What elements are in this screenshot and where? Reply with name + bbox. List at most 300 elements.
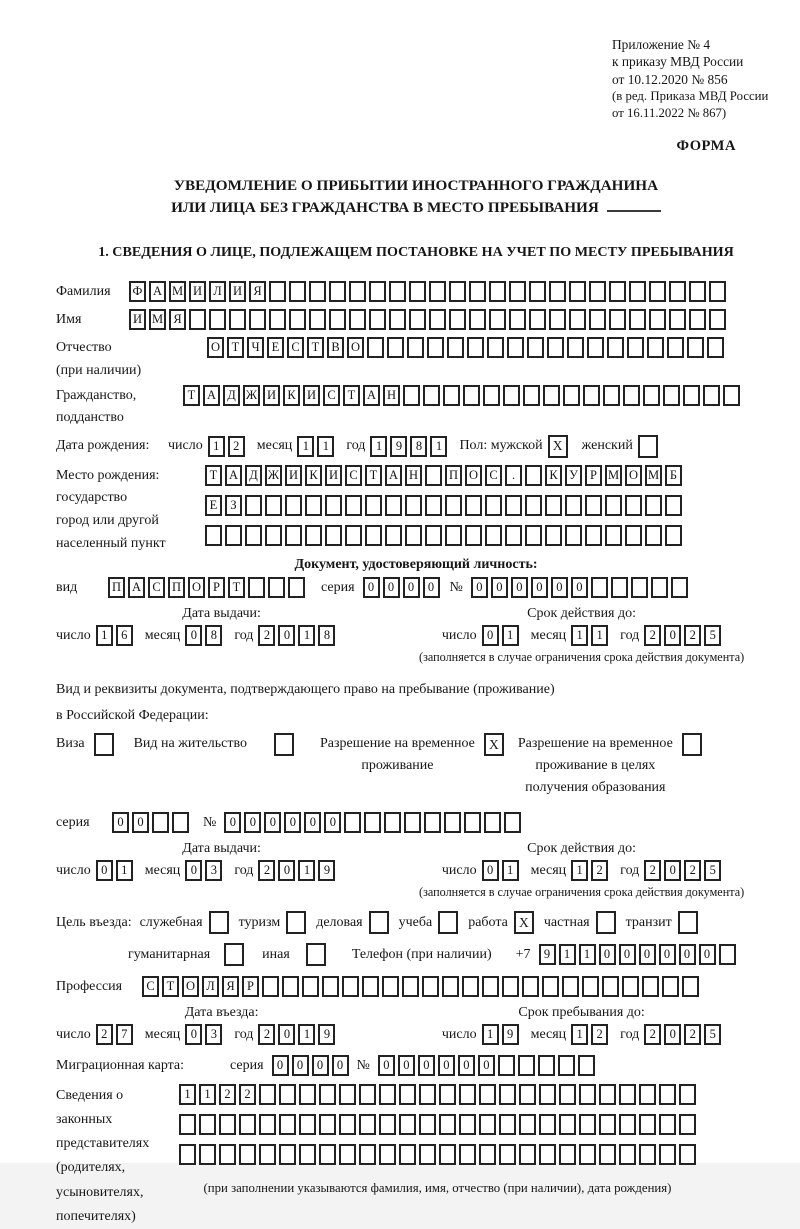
char-cell[interactable] <box>405 495 422 516</box>
char-cell[interactable] <box>539 1084 556 1105</box>
char-cell[interactable]: 2 <box>258 1024 275 1045</box>
char-cell[interactable] <box>547 337 564 358</box>
char-cell[interactable] <box>639 1084 656 1105</box>
char-cell[interactable] <box>662 976 679 997</box>
char-cell[interactable]: С <box>148 577 165 598</box>
char-cell[interactable]: В <box>327 337 344 358</box>
char-cell[interactable] <box>605 495 622 516</box>
char-cell[interactable] <box>483 385 500 406</box>
char-cell[interactable] <box>582 976 599 997</box>
char-cell[interactable] <box>319 1084 336 1105</box>
char-cell[interactable]: Р <box>242 976 259 997</box>
char-cell[interactable]: Т <box>227 337 244 358</box>
char-cell[interactable] <box>489 281 506 302</box>
char-cell[interactable]: 9 <box>318 860 335 881</box>
char-cell[interactable]: 1 <box>116 860 133 881</box>
checkbox-humanitarian[interactable] <box>224 943 244 966</box>
char-cell[interactable]: 0 <box>482 860 499 881</box>
char-cell[interactable] <box>679 1114 696 1135</box>
char-cell[interactable]: Ч <box>247 337 264 358</box>
checkbox-tourism[interactable] <box>286 911 306 934</box>
char-cell[interactable]: 0 <box>471 577 488 598</box>
checkbox-temp-residence[interactable]: X <box>484 733 504 756</box>
char-cell[interactable] <box>379 1144 396 1165</box>
char-cell[interactable] <box>424 812 441 833</box>
char-cell[interactable] <box>589 309 606 330</box>
char-cell[interactable] <box>485 525 502 546</box>
char-cell[interactable] <box>651 577 668 598</box>
char-cell[interactable]: И <box>285 465 302 486</box>
char-cell[interactable]: А <box>203 385 220 406</box>
char-cell[interactable] <box>543 385 560 406</box>
char-cell[interactable]: 0 <box>438 1055 455 1076</box>
char-cell[interactable] <box>619 1114 636 1135</box>
checkbox-visa[interactable] <box>94 733 114 756</box>
char-cell[interactable] <box>499 1144 516 1165</box>
char-cell[interactable] <box>599 1084 616 1105</box>
char-cell[interactable]: 3 <box>205 860 222 881</box>
char-cell[interactable] <box>443 385 460 406</box>
char-cell[interactable] <box>269 281 286 302</box>
char-cell[interactable]: 0 <box>185 1024 202 1045</box>
char-cell[interactable] <box>527 337 544 358</box>
char-cell[interactable] <box>647 337 664 358</box>
char-cell[interactable] <box>219 1114 236 1135</box>
char-cell[interactable] <box>359 1084 376 1105</box>
char-cell[interactable]: 9 <box>318 1024 335 1045</box>
char-cell[interactable] <box>209 309 226 330</box>
char-cell[interactable] <box>365 495 382 516</box>
char-cell[interactable] <box>583 385 600 406</box>
checkbox-other[interactable] <box>306 943 326 966</box>
char-cell[interactable] <box>399 1114 416 1135</box>
char-cell[interactable] <box>643 385 660 406</box>
char-cell[interactable] <box>405 525 422 546</box>
char-cell[interactable] <box>519 1114 536 1135</box>
char-cell[interactable]: 2 <box>644 860 661 881</box>
char-cell[interactable] <box>625 495 642 516</box>
char-cell[interactable] <box>279 1084 296 1105</box>
char-cell[interactable] <box>179 1114 196 1135</box>
char-cell[interactable]: Т <box>183 385 200 406</box>
char-cell[interactable]: К <box>305 465 322 486</box>
char-cell[interactable]: 0 <box>639 944 656 965</box>
char-cell[interactable] <box>419 1114 436 1135</box>
char-cell[interactable]: 1 <box>370 436 387 457</box>
char-cell[interactable] <box>245 525 262 546</box>
char-cell[interactable] <box>539 1114 556 1135</box>
char-cell[interactable] <box>325 495 342 516</box>
char-cell[interactable]: 0 <box>278 625 295 646</box>
char-cell[interactable] <box>409 309 426 330</box>
char-cell[interactable] <box>559 1084 576 1105</box>
char-cell[interactable] <box>505 495 522 516</box>
char-cell[interactable]: Е <box>205 495 222 516</box>
char-cell[interactable]: 1 <box>482 1024 499 1045</box>
char-cell[interactable] <box>549 309 566 330</box>
char-cell[interactable]: 1 <box>430 436 447 457</box>
char-cell[interactable]: 0 <box>664 625 681 646</box>
char-cell[interactable] <box>205 525 222 546</box>
char-cell[interactable] <box>407 337 424 358</box>
char-cell[interactable] <box>265 525 282 546</box>
char-cell[interactable] <box>565 495 582 516</box>
char-cell[interactable]: Т <box>228 577 245 598</box>
char-cell[interactable] <box>309 281 326 302</box>
char-cell[interactable]: И <box>325 465 342 486</box>
char-cell[interactable] <box>639 1144 656 1165</box>
char-cell[interactable]: О <box>182 976 199 997</box>
char-cell[interactable] <box>667 337 684 358</box>
char-cell[interactable]: М <box>645 465 662 486</box>
char-cell[interactable]: Т <box>307 337 324 358</box>
char-cell[interactable] <box>262 976 279 997</box>
char-cell[interactable]: И <box>189 281 206 302</box>
char-cell[interactable]: 0 <box>491 577 508 598</box>
char-cell[interactable] <box>422 976 439 997</box>
char-cell[interactable] <box>419 1144 436 1165</box>
char-cell[interactable]: П <box>168 577 185 598</box>
char-cell[interactable] <box>259 1084 276 1105</box>
char-cell[interactable]: 0 <box>511 577 528 598</box>
char-cell[interactable]: Б <box>665 465 682 486</box>
char-cell[interactable] <box>609 309 626 330</box>
char-cell[interactable] <box>239 1114 256 1135</box>
char-cell[interactable] <box>507 337 524 358</box>
char-cell[interactable]: 0 <box>224 812 241 833</box>
char-cell[interactable] <box>439 1114 456 1135</box>
char-cell[interactable]: А <box>225 465 242 486</box>
char-cell[interactable] <box>425 525 442 546</box>
char-cell[interactable] <box>619 1144 636 1165</box>
char-cell[interactable] <box>683 385 700 406</box>
char-cell[interactable]: 0 <box>278 860 295 881</box>
char-cell[interactable] <box>449 281 466 302</box>
char-cell[interactable] <box>425 465 442 486</box>
char-cell[interactable] <box>229 309 246 330</box>
char-cell[interactable]: Т <box>343 385 360 406</box>
char-cell[interactable]: 1 <box>571 1024 588 1045</box>
char-cell[interactable] <box>578 1055 595 1076</box>
char-cell[interactable] <box>279 1144 296 1165</box>
char-cell[interactable] <box>265 495 282 516</box>
char-cell[interactable]: 0 <box>418 1055 435 1076</box>
char-cell[interactable] <box>589 281 606 302</box>
char-cell[interactable] <box>479 1144 496 1165</box>
char-cell[interactable]: 1 <box>559 944 576 965</box>
char-cell[interactable]: 2 <box>258 625 275 646</box>
char-cell[interactable] <box>279 1114 296 1135</box>
char-cell[interactable]: 2 <box>228 436 245 457</box>
char-cell[interactable]: М <box>605 465 622 486</box>
char-cell[interactable] <box>498 1055 515 1076</box>
char-cell[interactable] <box>389 281 406 302</box>
char-cell[interactable]: Т <box>162 976 179 997</box>
char-cell[interactable] <box>529 309 546 330</box>
char-cell[interactable] <box>539 1144 556 1165</box>
char-cell[interactable] <box>463 385 480 406</box>
char-cell[interactable] <box>299 1144 316 1165</box>
char-cell[interactable] <box>345 525 362 546</box>
char-cell[interactable]: И <box>303 385 320 406</box>
char-cell[interactable] <box>642 976 659 997</box>
char-cell[interactable] <box>384 812 401 833</box>
char-cell[interactable] <box>399 1084 416 1105</box>
char-cell[interactable] <box>545 495 562 516</box>
char-cell[interactable] <box>669 281 686 302</box>
char-cell[interactable]: 0 <box>278 1024 295 1045</box>
char-cell[interactable] <box>447 337 464 358</box>
char-cell[interactable] <box>245 495 262 516</box>
char-cell[interactable] <box>249 309 266 330</box>
char-cell[interactable] <box>319 1144 336 1165</box>
checkbox-female[interactable] <box>638 435 658 458</box>
checkbox-private[interactable] <box>596 911 616 934</box>
checkbox-transit[interactable] <box>678 911 698 934</box>
char-cell[interactable] <box>502 976 519 997</box>
char-cell[interactable] <box>309 309 326 330</box>
char-cell[interactable] <box>687 337 704 358</box>
char-cell[interactable]: О <box>347 337 364 358</box>
checkbox-official[interactable] <box>209 911 229 934</box>
char-cell[interactable]: 2 <box>684 625 701 646</box>
char-cell[interactable] <box>682 976 699 997</box>
char-cell[interactable]: О <box>465 465 482 486</box>
char-cell[interactable]: Ф <box>129 281 146 302</box>
char-cell[interactable] <box>409 281 426 302</box>
char-cell[interactable]: Д <box>223 385 240 406</box>
char-cell[interactable] <box>579 1114 596 1135</box>
char-cell[interactable] <box>709 309 726 330</box>
char-cell[interactable] <box>339 1114 356 1135</box>
char-cell[interactable] <box>659 1144 676 1165</box>
char-cell[interactable] <box>663 385 680 406</box>
char-cell[interactable] <box>645 525 662 546</box>
char-cell[interactable] <box>629 309 646 330</box>
char-cell[interactable] <box>444 812 461 833</box>
char-cell[interactable]: 1 <box>571 625 588 646</box>
char-cell[interactable]: 0 <box>272 1055 289 1076</box>
char-cell[interactable]: 2 <box>644 1024 661 1045</box>
char-cell[interactable] <box>579 1084 596 1105</box>
char-cell[interactable] <box>289 281 306 302</box>
char-cell[interactable]: 0 <box>398 1055 415 1076</box>
char-cell[interactable]: 0 <box>264 812 281 833</box>
char-cell[interactable] <box>499 1084 516 1105</box>
char-cell[interactable] <box>603 385 620 406</box>
char-cell[interactable]: И <box>229 281 246 302</box>
char-cell[interactable]: 8 <box>318 625 335 646</box>
char-cell[interactable] <box>259 1114 276 1135</box>
char-cell[interactable] <box>607 337 624 358</box>
char-cell[interactable] <box>569 309 586 330</box>
char-cell[interactable] <box>442 976 459 997</box>
char-cell[interactable]: 0 <box>551 577 568 598</box>
char-cell[interactable] <box>671 577 688 598</box>
char-cell[interactable]: 0 <box>378 1055 395 1076</box>
char-cell[interactable] <box>305 525 322 546</box>
char-cell[interactable] <box>689 309 706 330</box>
char-cell[interactable]: З <box>225 495 242 516</box>
char-cell[interactable]: 5 <box>704 625 721 646</box>
char-cell[interactable]: У <box>565 465 582 486</box>
char-cell[interactable] <box>199 1114 216 1135</box>
char-cell[interactable] <box>322 976 339 997</box>
char-cell[interactable] <box>689 281 706 302</box>
char-cell[interactable] <box>591 577 608 598</box>
char-cell[interactable]: С <box>142 976 159 997</box>
char-cell[interactable]: 1 <box>298 1024 315 1045</box>
char-cell[interactable]: 0 <box>304 812 321 833</box>
char-cell[interactable]: 0 <box>699 944 716 965</box>
char-cell[interactable]: 0 <box>312 1055 329 1076</box>
char-cell[interactable] <box>525 465 542 486</box>
char-cell[interactable]: 0 <box>659 944 676 965</box>
char-cell[interactable]: 0 <box>363 577 380 598</box>
char-cell[interactable] <box>619 1084 636 1105</box>
char-cell[interactable]: 2 <box>591 860 608 881</box>
char-cell[interactable] <box>645 495 662 516</box>
checkbox-edu-residence[interactable] <box>682 733 702 756</box>
char-cell[interactable]: Е <box>267 337 284 358</box>
char-cell[interactable] <box>562 976 579 997</box>
char-cell[interactable] <box>489 309 506 330</box>
char-cell[interactable] <box>523 385 540 406</box>
char-cell[interactable]: О <box>207 337 224 358</box>
char-cell[interactable] <box>365 525 382 546</box>
char-cell[interactable] <box>362 976 379 997</box>
char-cell[interactable] <box>427 337 444 358</box>
char-cell[interactable]: 0 <box>679 944 696 965</box>
char-cell[interactable] <box>723 385 740 406</box>
char-cell[interactable]: 0 <box>482 625 499 646</box>
char-cell[interactable]: 0 <box>284 812 301 833</box>
char-cell[interactable] <box>239 1144 256 1165</box>
char-cell[interactable] <box>344 812 361 833</box>
char-cell[interactable] <box>359 1144 376 1165</box>
char-cell[interactable]: 1 <box>591 625 608 646</box>
char-cell[interactable]: М <box>169 281 186 302</box>
char-cell[interactable] <box>459 1114 476 1135</box>
char-cell[interactable] <box>525 495 542 516</box>
char-cell[interactable] <box>359 1114 376 1135</box>
char-cell[interactable] <box>519 1144 536 1165</box>
char-cell[interactable] <box>289 309 306 330</box>
char-cell[interactable] <box>545 525 562 546</box>
char-cell[interactable] <box>631 577 648 598</box>
char-cell[interactable] <box>622 976 639 997</box>
char-cell[interactable] <box>404 812 421 833</box>
char-cell[interactable]: Л <box>209 281 226 302</box>
char-cell[interactable] <box>719 944 736 965</box>
char-cell[interactable] <box>345 495 362 516</box>
char-cell[interactable] <box>429 281 446 302</box>
char-cell[interactable]: 0 <box>478 1055 495 1076</box>
char-cell[interactable]: 0 <box>664 1024 681 1045</box>
char-cell[interactable]: Я <box>222 976 239 997</box>
char-cell[interactable] <box>339 1084 356 1105</box>
char-cell[interactable] <box>709 281 726 302</box>
char-cell[interactable]: Н <box>383 385 400 406</box>
char-cell[interactable] <box>659 1084 676 1105</box>
char-cell[interactable] <box>518 1055 535 1076</box>
char-cell[interactable]: Ж <box>243 385 260 406</box>
char-cell[interactable] <box>302 976 319 997</box>
char-cell[interactable]: 2 <box>239 1084 256 1105</box>
char-cell[interactable] <box>609 281 626 302</box>
char-cell[interactable] <box>329 309 346 330</box>
checkbox-work[interactable]: X <box>514 911 534 934</box>
char-cell[interactable] <box>629 281 646 302</box>
char-cell[interactable]: Д <box>245 465 262 486</box>
char-cell[interactable] <box>669 309 686 330</box>
char-cell[interactable] <box>679 1084 696 1105</box>
char-cell[interactable] <box>459 1084 476 1105</box>
char-cell[interactable] <box>465 525 482 546</box>
char-cell[interactable]: 2 <box>684 860 701 881</box>
char-cell[interactable] <box>299 1084 316 1105</box>
char-cell[interactable]: А <box>128 577 145 598</box>
char-cell[interactable]: 0 <box>423 577 440 598</box>
char-cell[interactable] <box>558 1055 575 1076</box>
char-cell[interactable]: 1 <box>208 436 225 457</box>
char-cell[interactable]: 1 <box>317 436 334 457</box>
char-cell[interactable]: Ж <box>265 465 282 486</box>
char-cell[interactable] <box>349 309 366 330</box>
char-cell[interactable]: 1 <box>298 860 315 881</box>
char-cell[interactable] <box>425 495 442 516</box>
char-cell[interactable]: М <box>149 309 166 330</box>
char-cell[interactable] <box>288 577 305 598</box>
char-cell[interactable] <box>529 281 546 302</box>
char-cell[interactable] <box>329 281 346 302</box>
char-cell[interactable] <box>567 337 584 358</box>
char-cell[interactable]: И <box>129 309 146 330</box>
char-cell[interactable] <box>585 495 602 516</box>
char-cell[interactable] <box>364 812 381 833</box>
char-cell[interactable] <box>565 525 582 546</box>
char-cell[interactable] <box>179 1144 196 1165</box>
char-cell[interactable]: 0 <box>132 812 149 833</box>
char-cell[interactable]: О <box>188 577 205 598</box>
char-cell[interactable]: 0 <box>185 625 202 646</box>
checkbox-study[interactable] <box>438 911 458 934</box>
char-cell[interactable]: 0 <box>112 812 129 833</box>
char-cell[interactable] <box>389 309 406 330</box>
char-cell[interactable]: 0 <box>292 1055 309 1076</box>
char-cell[interactable] <box>602 976 619 997</box>
char-cell[interactable]: А <box>149 281 166 302</box>
char-cell[interactable]: 2 <box>644 625 661 646</box>
char-cell[interactable]: Л <box>202 976 219 997</box>
char-cell[interactable] <box>439 1084 456 1105</box>
char-cell[interactable] <box>599 1114 616 1135</box>
char-cell[interactable] <box>559 1144 576 1165</box>
char-cell[interactable] <box>379 1114 396 1135</box>
char-cell[interactable]: 2 <box>258 860 275 881</box>
char-cell[interactable]: А <box>363 385 380 406</box>
char-cell[interactable]: 5 <box>704 1024 721 1045</box>
char-cell[interactable] <box>319 1114 336 1135</box>
char-cell[interactable]: 9 <box>502 1024 519 1045</box>
char-cell[interactable] <box>379 1084 396 1105</box>
char-cell[interactable] <box>522 976 539 997</box>
char-cell[interactable] <box>152 812 169 833</box>
char-cell[interactable]: 0 <box>664 860 681 881</box>
char-cell[interactable] <box>559 1114 576 1135</box>
char-cell[interactable] <box>445 495 462 516</box>
char-cell[interactable] <box>625 525 642 546</box>
